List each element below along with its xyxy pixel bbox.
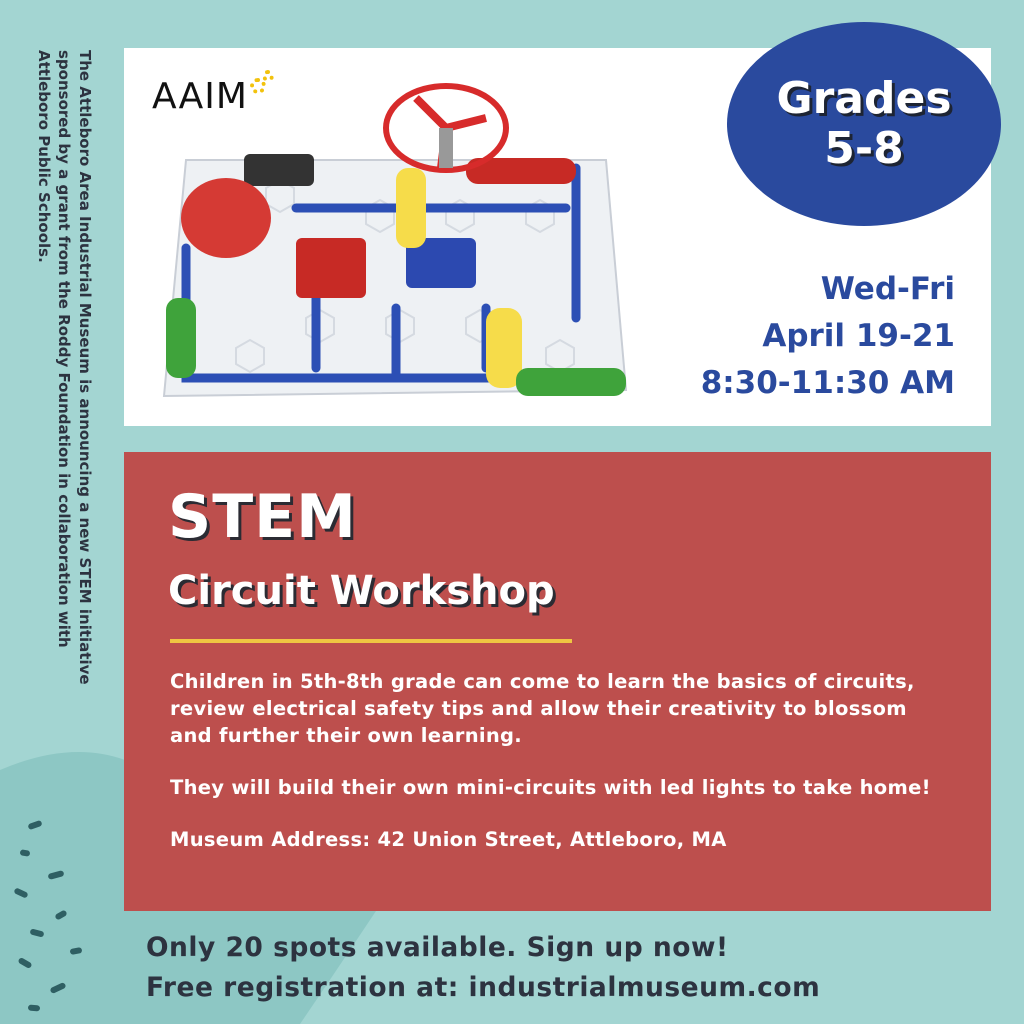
title-underline <box>170 639 572 643</box>
circuit-kit-image <box>146 68 646 413</box>
schedule-days: Wed-Fri <box>820 271 955 307</box>
grades-badge <box>727 22 1001 226</box>
header-panel <box>124 48 991 426</box>
page-title: STEM <box>168 482 357 552</box>
sponsor-note <box>33 50 95 850</box>
schedule-dates: April 19-21 <box>762 318 955 354</box>
sponsor-note-line: The Attleboro Area Industrial Museum is announcing a new STEM initiative <box>76 50 94 685</box>
workshop-description <box>170 668 950 878</box>
spots-available: Only 20 spots available. Sign up now! <box>146 932 729 963</box>
grades-label: Grades <box>776 73 952 124</box>
page-subtitle: Circuit Workshop <box>168 568 555 614</box>
sponsor-note-line: sponsored by a grant from the Roddy Foundation in collaboration with <box>55 50 74 648</box>
registration-cta <box>146 928 820 1008</box>
museum-address: Museum Address: 42 Union Street, Attleboro, MA <box>170 828 727 851</box>
schedule <box>701 266 955 407</box>
schedule-time: 8:30-11:30 AM <box>700 365 955 401</box>
description-paragraph: Children in 5th-8th grade can come to learn the basics of circuits, review electrical safety tips and allow their creativity to blossom and further their own learning. <box>170 670 915 747</box>
logo-text: AAIM <box>152 76 248 117</box>
registration-link[interactable]: Free registration at: industrialmuseum.com <box>146 972 821 1003</box>
description-paragraph: They will build their own mini-circuits with led lights to take home! <box>170 776 931 799</box>
workshop-info-panel <box>124 452 991 911</box>
grades-range: 5-8 <box>824 123 904 174</box>
sponsor-note-line: Attleboro Public Schools. <box>35 50 53 263</box>
